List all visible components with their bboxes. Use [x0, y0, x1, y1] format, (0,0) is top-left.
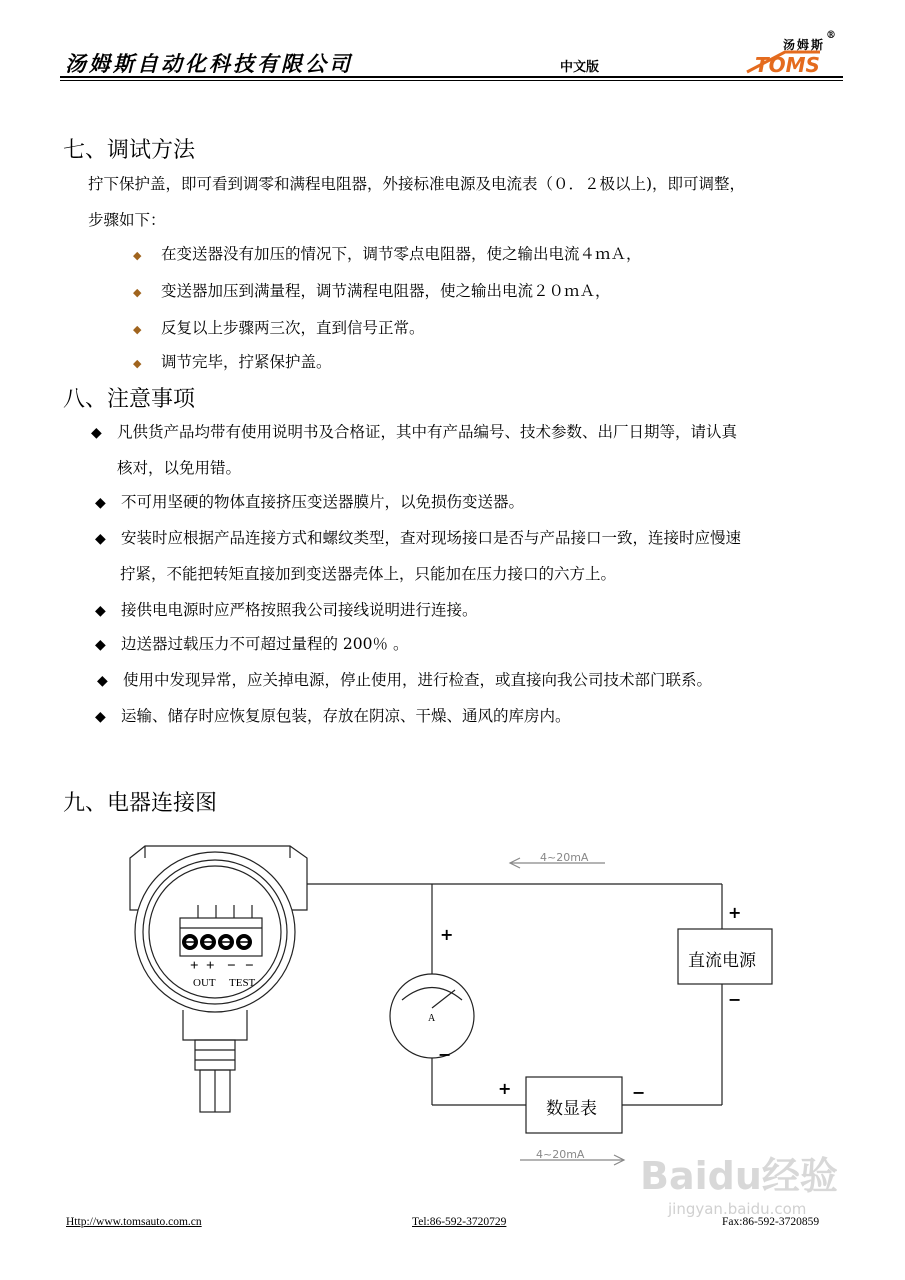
current-top-label: 4~20mA — [540, 851, 589, 864]
step-item: ◆ 变送器加压到满量程，调节满程电阻器，使之输出电流２０ｍＡ， — [133, 282, 611, 300]
section-7-intro-line2: 步骤如下： — [88, 211, 166, 229]
ammeter-minus: − — [438, 1045, 452, 1064]
edition-label: 中文版 — [560, 60, 600, 75]
display-minus: − — [632, 1083, 646, 1102]
logo-text: 汤姆斯 — [783, 38, 826, 52]
section-8-title: 八、注意事项 — [63, 387, 196, 412]
terminal-minus-2: − — [245, 958, 254, 974]
display-meter-label: 数显表 — [546, 1099, 597, 1119]
display-plus: + — [498, 1079, 512, 1098]
step-item: ◆ 反复以上步骤两三次，直到信号正常。 — [133, 319, 425, 337]
diamond-bullet-icon: ◆ — [95, 495, 106, 511]
ammeter-label: A — [428, 1013, 436, 1024]
step-item: ◆ 调节完毕，拧紧保护盖。 — [133, 353, 332, 371]
diamond-bullet-icon: ◆ — [133, 249, 142, 262]
diamond-bullet-icon: ◆ — [91, 425, 102, 441]
watermark-brand: Baidu经验 — [640, 1154, 838, 1198]
diamond-bullet-icon: ◆ — [133, 357, 142, 370]
diamond-bullet-icon: ◆ — [95, 531, 106, 547]
section-9-title: 九、电器连接图 — [63, 791, 218, 816]
notice-item-continued: 核对，以免用错。 — [117, 459, 242, 477]
diamond-bullet-icon: ◆ — [95, 603, 106, 619]
notice-item: ◆ 运输、储存时应恢复原包装，存放在阴凉、干燥、通风的库房内。 — [95, 707, 571, 725]
footer-tel[interactable]: Tel:86-592-3720729 — [412, 1216, 507, 1228]
terminal-plus-2: + — [206, 958, 215, 974]
notice-item-continued: 拧紧，不能把转矩直接加到变送器壳体上，只能加在压力接口的六方上。 — [120, 565, 617, 583]
company-name: 汤姆斯自动化科技有限公司 — [65, 51, 353, 76]
power-supply-label: 直流电源 — [688, 951, 756, 971]
notice-item: ◆ 不可用坚硬的物体直接挤压变送器膜片，以免损伤变送器。 — [95, 493, 525, 511]
diamond-bullet-icon: ◆ — [133, 323, 142, 336]
terminal-plus-1: + — [190, 958, 199, 974]
notice-item: ◆ 凡供货产品均带有使用说明书及合格证，其中有产品编号、技术参数、出厂日期等，请认真 — [91, 423, 738, 441]
ammeter-plus: + — [440, 925, 454, 944]
power-plus: + — [728, 903, 742, 922]
logo-brand: TOMS — [755, 53, 820, 76]
footer-website-link[interactable]: Http://www.tomsauto.com.cn — [66, 1216, 202, 1228]
watermark-url: jingyan.baidu.com — [668, 1200, 807, 1218]
step-item: ◆ 在变送器没有加压的情况下，调节零点电阻器，使之输出电流４ｍＡ， — [133, 245, 642, 263]
notice-item: ◆ 接供电电源时应严格按照我公司接线说明进行连接。 — [95, 601, 478, 619]
notice-item: ◆ 使用中发现异常，应关掉电源，停止使用，进行检查，或直接向我公司技术部门联系。 — [97, 671, 713, 689]
diamond-bullet-icon: ◆ — [95, 637, 106, 653]
footer-fax: Fax:86-592-3720859 — [722, 1216, 820, 1228]
logo-registered-mark: ® — [826, 30, 836, 41]
power-minus: − — [728, 990, 742, 1009]
current-bottom-label: 4~20mA — [536, 1148, 585, 1161]
terminal-out-label: OUT — [193, 977, 216, 989]
diamond-bullet-icon: ◆ — [133, 286, 142, 299]
diamond-bullet-icon: ◆ — [95, 709, 106, 725]
diamond-bullet-icon: ◆ — [97, 673, 108, 689]
terminal-test-label: TEST — [229, 977, 256, 989]
notice-item: ◆ 安装时应根据产品连接方式和螺纹类型，查对现场接口是否与产品接口一致，连接时应慢速 — [95, 529, 742, 547]
notice-item: ◆ 边送器过载压力不可超过量程的 200％ 。 — [95, 635, 409, 653]
section-7-title: 七、调试方法 — [63, 138, 196, 163]
section-7-intro-line1: 拧下保护盖，即可看到调零和满程电阻器，外接标准电源及电流表（０．２极以上)，即可调整， — [88, 175, 746, 193]
terminal-minus-1: − — [227, 958, 236, 974]
